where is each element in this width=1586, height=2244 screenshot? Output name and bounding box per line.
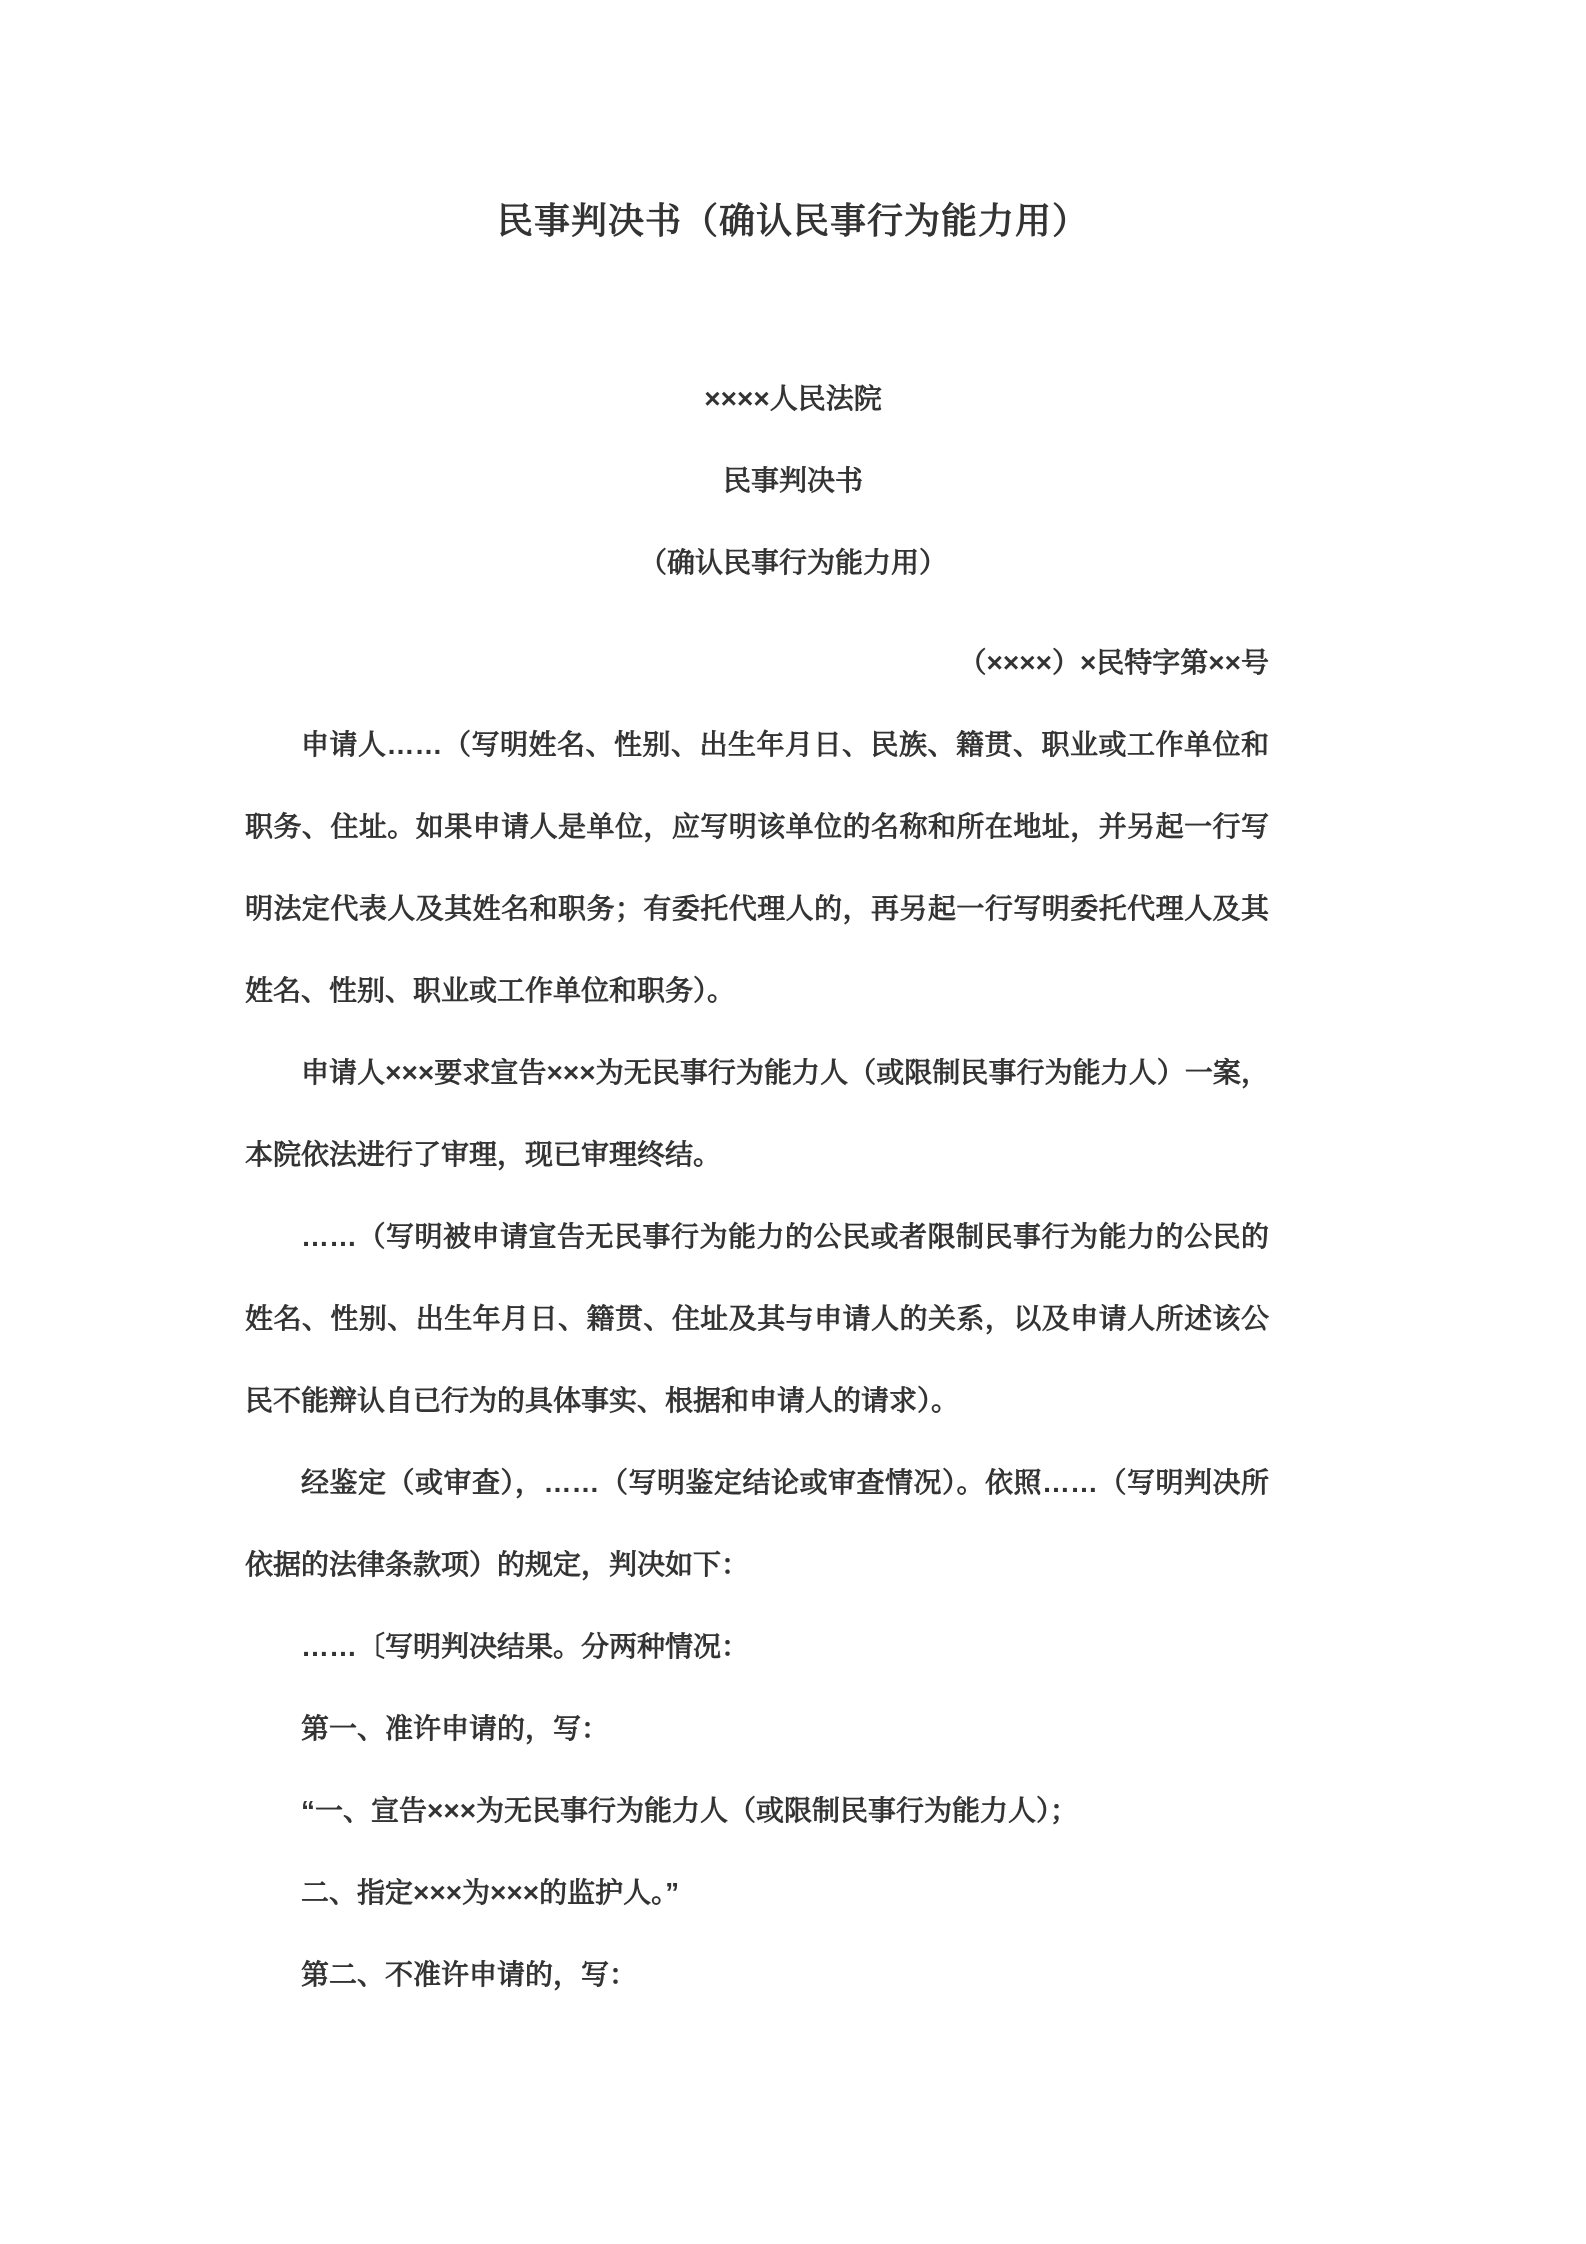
paragraph-applicant-info: 申请人……（写明姓名、性别、出生年月日、民族、籍贯、职业或工作单位和职务、住址。如果申请人是单位，应写明该单位的名称和所在地址，并另起一行写明法定代表人及其姓名和职务；有委托代理人的，再另起一行写明委托代理人及其姓名、性别、职业或工作单位和职务）。 [245, 729, 1269, 1006]
paragraph-respondent-info: ……（写明被申请宣告无民事行为能力的公民或者限制民事行为能力的公民的姓名、性别、出生年月日、籍贯、住址及其与申请人的关系，以及申请人所述该公民不能辩认自已行为的具体事实、根据和申请人的请求）。 [245, 1221, 1269, 1416]
paragraph-judgment-result-note: ……〔写明判决结果。分两种情况： [301, 1631, 750, 1662]
paragraph-case-one-item-one: “一、宣告×××为无民事行为能力人（或限制民事行为能力人）； [301, 1795, 1079, 1826]
court-name-line: ××××人民法院 [704, 383, 882, 414]
paragraph-case-summary: 申请人×××要求宣告×××为无民事行为能力人（或限制民事行为能力人）一案，本院依法进行了审理，现已审理终结。 [245, 1057, 1269, 1170]
case-number: （××××）×民特字第××号 [958, 647, 1269, 678]
document-header [0, 358, 1586, 604]
paragraph-case-one-label: 第一、准许申请的，写： [301, 1713, 610, 1744]
paragraph-case-two-label: 第二、不准许申请的，写： [301, 1959, 638, 1990]
doc-type-line: 民事判决书 [722, 465, 863, 496]
paragraph-case-one-item-two: 二、指定×××为×××的监护人。” [301, 1877, 680, 1908]
paragraph-appraisal-basis: 经鉴定（或审查），……（写明鉴定结论或审查情况）。依照……（写明判决所依据的法律条款项）的规定，判决如下： [245, 1467, 1269, 1580]
document-body [0, 622, 1586, 2016]
document-title: 民事判决书（确认民事行为能力用） [496, 200, 1089, 241]
doc-usage-line: （确认民事行为能力用） [638, 547, 947, 578]
